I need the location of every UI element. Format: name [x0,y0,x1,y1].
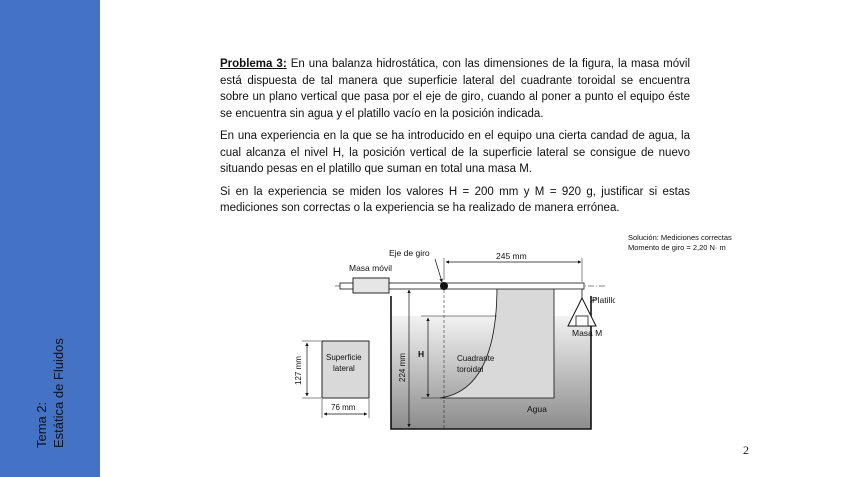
eje-leader-line [435,259,442,282]
problem-paragraph-1-text: En una balanza hidrostática, con las dimensiones de la figura, la masa móvil está dispuesta de tal manera que superficie lateral del cuadrante toroidal se encuentra sobre un plano vertical que pasa por el eje de giro, cuando al poner a punto el equipo éste se encuentra sin agua y el platillo vacío en la posición indicada. [220,58,690,120]
sidebar-band [0,0,100,477]
eje-de-giro-label: Eje de giro [389,248,430,258]
superficie-label-2: lateral [333,364,355,373]
dim-76-label: 76 mm [331,403,356,412]
page-number: 2 [743,443,749,457]
cuadrante-label-1: Cuadrante [457,354,495,363]
problem-paragraph-3: Si en la experiencia se miden los valores H = 200 mm y M = 920 g, justificar si estas mediciones son correctas o la experiencia se ha realizado de manera errónea. [220,185,690,214]
masa-m-label: Masa M [572,328,603,338]
sidebar-topic-title [33,338,67,448]
platillo-label: Platillo [592,295,615,305]
dim-127-label: 127 mm [294,356,303,385]
h-label: H [418,349,425,359]
solution-note: Solución: Mediciones correctas Momento de giro = 2,20 N· m [628,233,732,252]
masa-movil-label: Masa móvil [349,263,392,273]
cuadrante-label-2: toroidal [457,365,484,374]
hydrostatic-balance-figure [285,240,615,440]
sidebar-topic-name: Estática de Fluidos [51,338,66,448]
agua-label: Agua [527,404,547,414]
sidebar-topic-number: Tema 2: [34,401,49,448]
mass-m-block [576,316,588,326]
sliding-mass [353,278,389,293]
problem-statement [220,56,690,223]
superficie-label-1: Superficie [326,353,362,362]
dim-245-label: 245 mm [496,251,527,261]
problem-paragraph-1 [220,56,690,122]
problem-paragraph-2: En una experiencia en la que se ha introducido en el equipo una cierta candad de agua, la cual alcanza el nivel H, la posición vertical de la superficie lateral se consigue de nuevo situando pesas en el platillo que suman en total una masa M. [220,130,690,175]
problem-title: Problema 3: [220,58,287,70]
pivot-point [440,282,448,290]
dim-224-label: 224 mm [398,353,407,382]
